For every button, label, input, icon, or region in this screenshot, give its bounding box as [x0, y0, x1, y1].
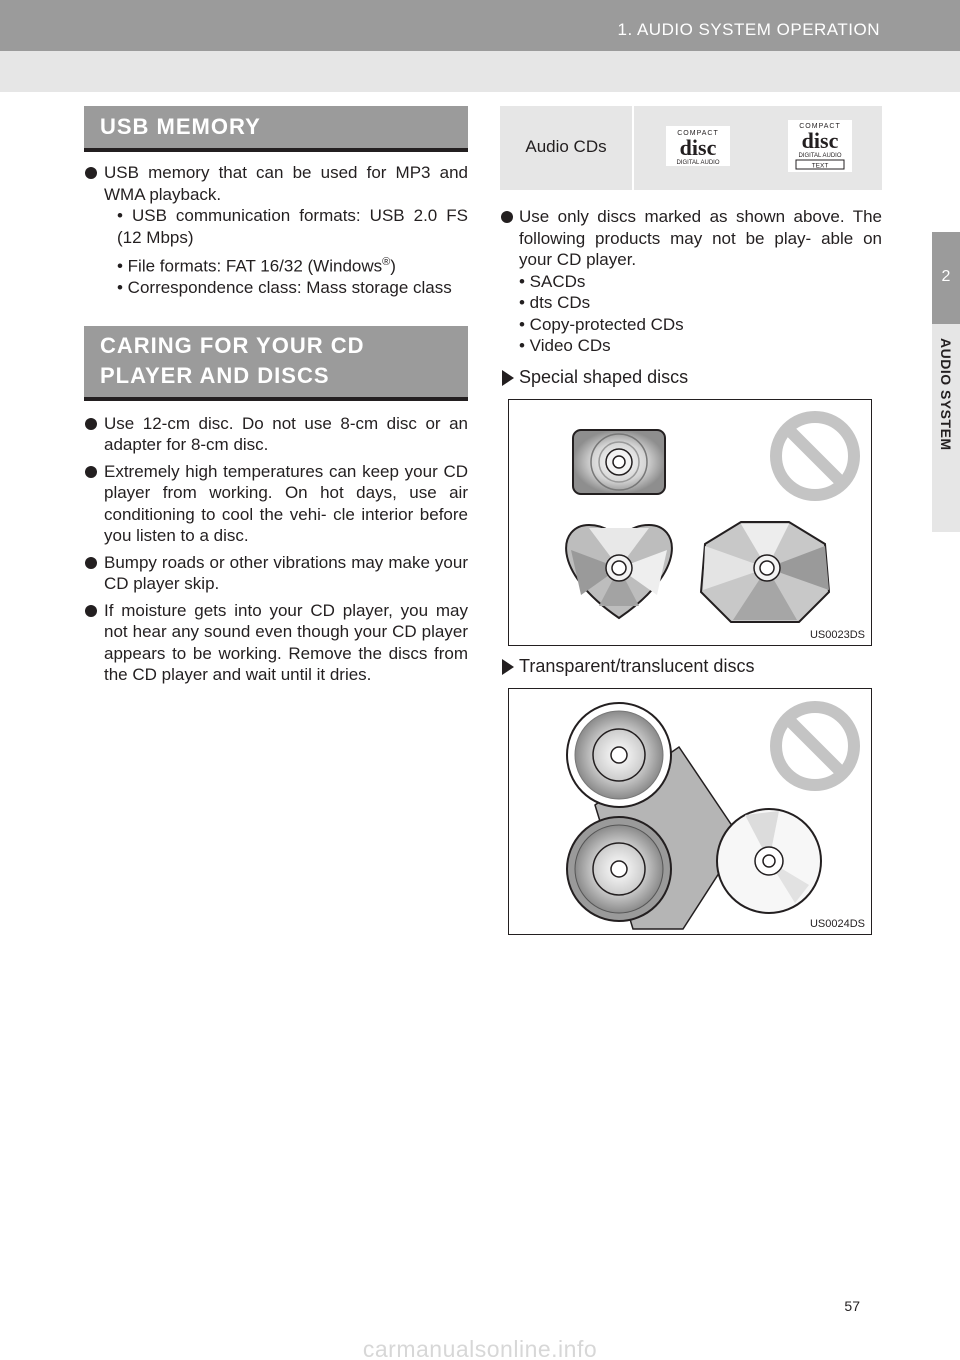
- caring-heading-line2: PLAYER AND DISCS: [100, 362, 330, 388]
- caring-bullet-4-text: If moisture gets into your CD player, you may not hear any sound even though your CD player appears to be working. Remove the discs from the CD player and wait until it dries.: [104, 600, 468, 685]
- caring-bullet-3-text: Bumpy roads or other vibrations may make your CD player skip.: [104, 552, 468, 594]
- discs-item-2: [500, 292, 882, 314]
- caring-heading: [84, 326, 468, 401]
- usb-memory-heading-text: USB MEMORY: [100, 114, 261, 139]
- audio-cd-logo-cell: [636, 106, 882, 190]
- header-bar: [0, 0, 960, 51]
- caring-bullet-1-text: Use 12-cm disc. Do not use 8-cm disc or an adapter for 8-cm disc.: [104, 413, 468, 455]
- special-shaped-label: [500, 366, 882, 388]
- square-disc-icon: [573, 430, 665, 494]
- special-discs-illustration: [509, 400, 872, 646]
- bullet-dot-icon: [85, 557, 97, 569]
- close-paren: ): [390, 256, 396, 276]
- caring-bullet-1: [84, 413, 468, 456]
- side-tab-number-text: 2: [941, 268, 951, 285]
- logo2-extra-text: TEXT: [811, 162, 829, 170]
- header-section-title: 1. AUDIO SYSTEM OPERATION: [617, 20, 880, 39]
- figure-special-shaped-discs: [508, 399, 872, 646]
- bullet-dot-icon: [85, 466, 97, 478]
- right-column: [500, 106, 882, 930]
- usb-item-class-text: • Correspondence class: Mass storage class: [117, 278, 452, 298]
- caring-bullet-3: [84, 552, 468, 595]
- discs-item-2-text: • dts CDs: [519, 293, 591, 312]
- disc-translucent-icon: [717, 809, 821, 913]
- compact-disc-logos: [636, 106, 882, 190]
- header-subbar: [0, 51, 960, 92]
- discs-item-4-text: • Video CDs: [519, 336, 611, 355]
- discs-item-1: [500, 271, 882, 293]
- logo1-main-text: disc: [679, 135, 717, 160]
- heart-disc-icon: [566, 525, 672, 618]
- discs-item-1-text: • SACDs: [519, 271, 586, 291]
- usb-item-filesystem-text: • File formats: FAT 16/32 (Windows: [117, 256, 383, 276]
- usb-item-class: [84, 277, 468, 299]
- triangle-right-icon: [502, 659, 514, 675]
- audio-cd-label: Audio CDs: [525, 137, 607, 156]
- side-tab-label: [932, 324, 960, 532]
- bullet-dot-icon: [85, 167, 97, 179]
- figure-code-2: US0024DS: [809, 918, 865, 930]
- bullet-dot-icon: [85, 418, 97, 430]
- logo1-top-text: COMPACT: [677, 130, 719, 137]
- special-shaped-label-text: Special shaped discs: [519, 366, 689, 387]
- transparent-label-text: Transparent/translucent discs: [519, 656, 755, 676]
- compact-disc-text-logo: [788, 120, 852, 172]
- transparent-label: [500, 655, 882, 677]
- watermark: carmanualsonline.info: [362, 1336, 598, 1360]
- logo2-top-text: COMPACT: [799, 123, 841, 130]
- discs-item-3-text: • Copy-protected CDs: [519, 314, 684, 334]
- discs-bullet: [500, 206, 882, 271]
- triangle-right-icon: [502, 370, 514, 386]
- logo2-main-text: disc: [801, 128, 839, 153]
- figure-transparent-discs: [508, 688, 872, 935]
- usb-bullet-text: USB memory that can be used for MP3 and WMA playback.: [104, 163, 468, 204]
- usb-item-filesystem: [84, 252, 468, 277]
- figure-code-1: US0023DS: [809, 629, 865, 641]
- disc-bottom-icon: [567, 817, 671, 921]
- logo1-bottom-text: DIGITAL AUDIO: [676, 160, 720, 166]
- side-tab-number: [932, 232, 960, 324]
- caring-bullet-2: [84, 461, 468, 547]
- prohibited-icon: [776, 707, 854, 785]
- octagon-disc-icon: [701, 522, 829, 622]
- caring-bullet-2-text: Extremely high temperatures can keep your CD player from working. On hot days, use air conditioning to cool the vehi- cle interior before you listen to a disc.: [104, 461, 468, 546]
- audio-cd-label-cell: [500, 106, 634, 190]
- bullet-dot-icon: [85, 605, 97, 617]
- discs-item-4: [500, 335, 882, 357]
- usb-memory-heading: [84, 106, 468, 152]
- prohibited-icon: [776, 417, 854, 495]
- left-column: [84, 106, 468, 686]
- disc-top-icon: [567, 703, 671, 807]
- bullet-dot-icon: [501, 211, 513, 223]
- discs-item-3: [500, 314, 882, 336]
- caring-bullet-4: [84, 600, 468, 686]
- compact-disc-digital-audio-logo: [666, 126, 730, 166]
- usb-item-formats-text: • USB communication formats: USB 2.0 FS (12 Mbps): [117, 206, 468, 247]
- usb-item-formats: [84, 205, 468, 248]
- registered-mark: ®: [382, 256, 391, 268]
- page-number: 57: [844, 1298, 860, 1314]
- side-tab-label-text: AUDIO SYSTEM: [938, 338, 954, 451]
- logo2-bottom-text: DIGITAL AUDIO: [798, 153, 842, 159]
- audio-cd-table: [500, 106, 882, 190]
- transparent-discs-illustration: [509, 689, 872, 935]
- caring-heading-line1: CARING FOR YOUR CD: [100, 332, 365, 358]
- discs-bullet-text: Use only discs marked as shown above. The following products may not be play- able on your CD player.: [519, 207, 882, 269]
- usb-bullet: [84, 162, 468, 205]
